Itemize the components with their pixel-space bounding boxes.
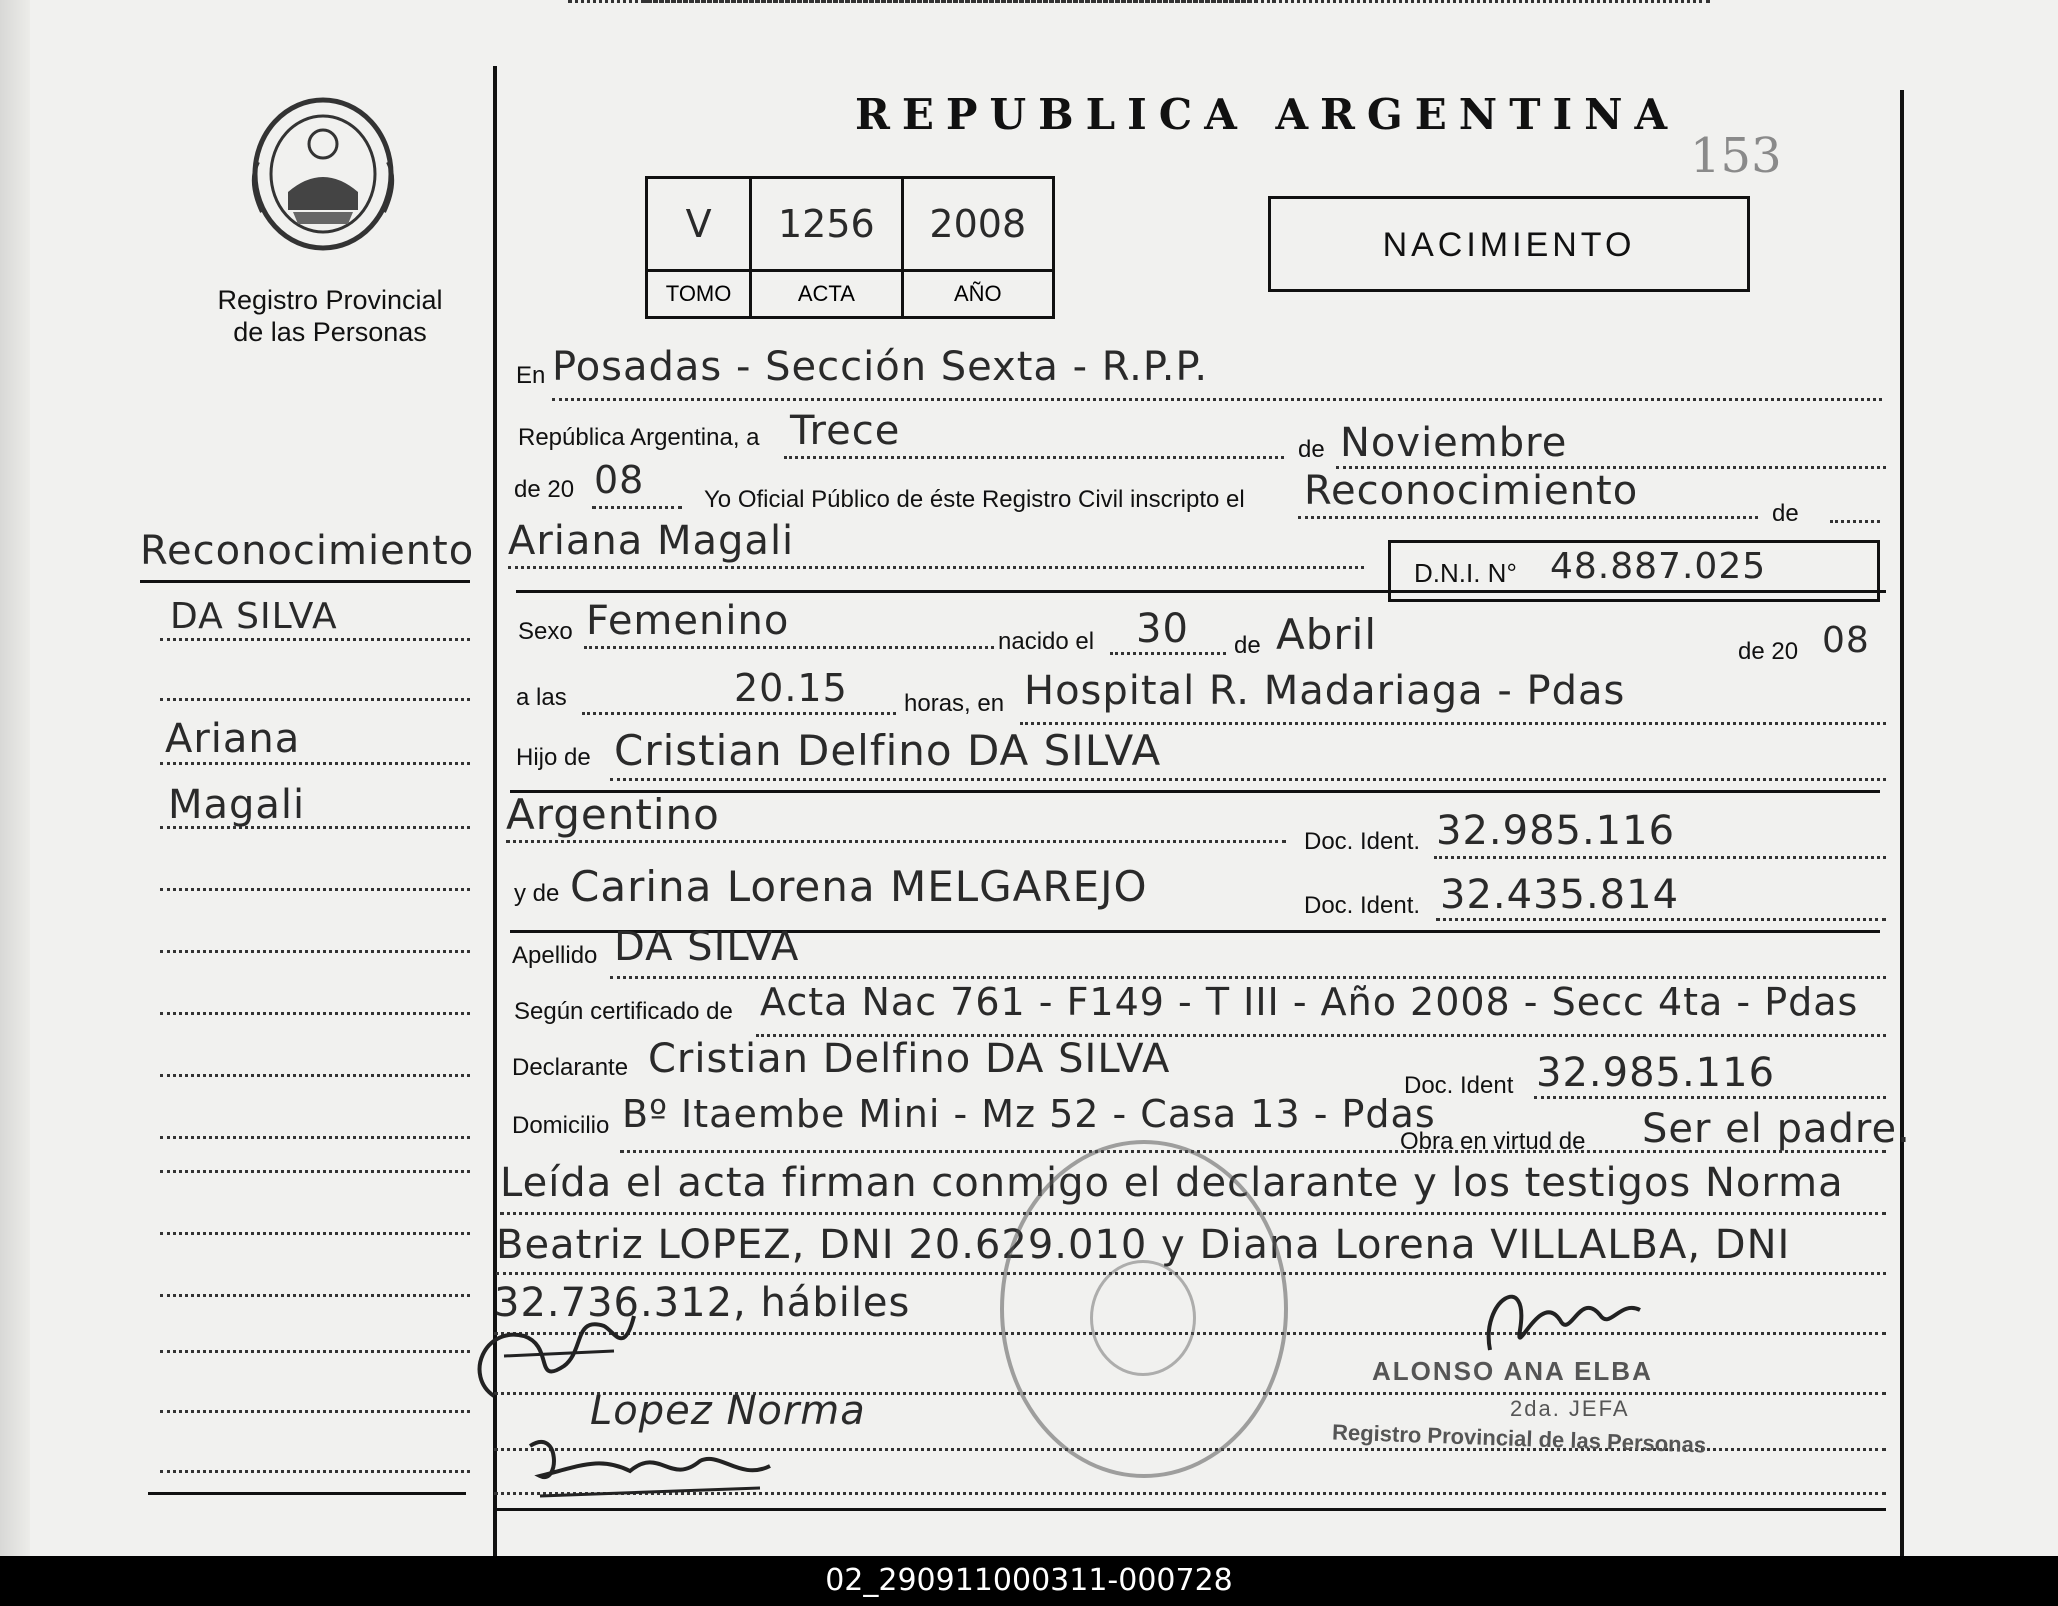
official-institution: Registro Provincial de las Personas xyxy=(1331,1419,1707,1458)
bottom-rule xyxy=(496,1508,1886,1511)
registry-name xyxy=(190,284,470,348)
republica-value: Trece xyxy=(790,408,901,454)
sexo-line xyxy=(584,646,994,649)
apellido-value: DA SILVA xyxy=(614,924,800,970)
de-anio-value: 08 xyxy=(594,458,645,502)
margin-note: Reconocimiento xyxy=(140,528,475,574)
margin-line xyxy=(160,1136,470,1139)
registry-box xyxy=(645,176,1055,319)
domicilio-value: Bº Itaembe Mini - Mz 52 - Casa 13 - Pdas xyxy=(622,1092,1436,1136)
anio-label: AÑO xyxy=(902,271,1053,318)
de-anio-label: de 20 xyxy=(514,476,575,503)
tomo-value: V xyxy=(647,178,751,271)
lugar-label: horas, en xyxy=(904,690,1005,717)
doc-padre-line xyxy=(1434,856,1886,859)
hora-label: a las xyxy=(516,684,567,711)
anio-value: 2008 xyxy=(902,178,1053,271)
official-position: 2da. JEFA xyxy=(1510,1396,1630,1421)
official-stamp-emblem xyxy=(1090,1260,1196,1376)
margin-second-name: Magali xyxy=(168,782,306,828)
hijo-de-line xyxy=(610,778,1886,781)
lugar-line xyxy=(1020,722,1886,725)
margin-line xyxy=(160,1294,470,1297)
witness-signature: Lopez Norma xyxy=(590,1388,866,1434)
de-nac-anio-value: 08 xyxy=(1822,620,1870,661)
book-spine xyxy=(0,0,30,1556)
obra-label: Obra en virtud de xyxy=(1400,1128,1586,1155)
en-line xyxy=(552,398,1882,401)
margin-note-rule xyxy=(140,580,470,583)
declarante-label: Declarante xyxy=(512,1054,629,1081)
margin-line xyxy=(160,1074,470,1077)
certificado-label: Según certificado de xyxy=(514,998,733,1025)
lugar-value: Hospital R. Madariaga - Pdas xyxy=(1024,668,1626,714)
sexo-label: Sexo xyxy=(518,618,573,645)
nacido-value: 30 xyxy=(1136,606,1189,652)
margin-line xyxy=(160,826,470,829)
hora-line xyxy=(582,712,896,715)
de-nac-anio-label: de 20 xyxy=(1738,638,1799,665)
free-text-line: Leída el acta firman conmigo el declarante y los testigos Norma xyxy=(500,1160,1844,1206)
nacido-label: nacido el xyxy=(998,628,1095,655)
obra-value: Ser el padre. xyxy=(1642,1106,1911,1152)
tomo-label: TOMO xyxy=(647,271,751,318)
oficial-value: Reconocimiento xyxy=(1304,468,1639,514)
declarante-line xyxy=(644,0,1384,3)
father-nationality: Argentino xyxy=(506,790,720,839)
hora-value: 20.15 xyxy=(734,666,848,710)
oficial-tail-line xyxy=(1830,520,1880,523)
apellido-line xyxy=(610,976,1886,979)
witness-signature-icon xyxy=(520,1426,780,1506)
doc-padre-value: 32.985.116 xyxy=(1436,808,1676,854)
en-label: En xyxy=(516,362,546,389)
de-anio-line xyxy=(592,506,682,509)
margin-line xyxy=(160,1350,470,1353)
page-number: 153 xyxy=(1690,128,1782,184)
doc-declarante-value: 32.985.116 xyxy=(1536,1050,1776,1096)
margin-line xyxy=(160,1232,470,1235)
en-value: Posadas - Sección Sexta - R.P.P. xyxy=(552,344,1209,390)
sexo-value: Femenino xyxy=(586,598,790,644)
child-name-line xyxy=(508,566,1364,569)
dni-label: D.N.I. N° xyxy=(1414,558,1517,588)
doc-madre-value: 32.435.814 xyxy=(1440,872,1680,918)
domicilio-line xyxy=(620,1150,1886,1153)
registry-name-line2: de las Personas xyxy=(233,317,427,347)
margin-line xyxy=(160,638,470,641)
margin-line xyxy=(160,1012,470,1015)
madre-value: Carina Lorena MELGAREJO xyxy=(570,862,1148,911)
image-id-footer: 02_290911000311-000728 xyxy=(0,1556,2058,1606)
registry-name-line1: Registro Provincial xyxy=(217,285,443,315)
acta-value: 1256 xyxy=(751,178,902,271)
document-type-label: NACIMIENTO xyxy=(1382,226,1636,264)
certificado-value: Acta Nac 761 - F149 - T III - Año 2008 - Secc 4ta - Pdas xyxy=(760,980,1859,1024)
de-nac-mes-label: de xyxy=(1234,632,1261,659)
provincial-seal-icon xyxy=(248,92,398,254)
hijo-de-label: Hijo de xyxy=(516,744,591,771)
doc-declarante-label: Doc. Ident xyxy=(1404,1072,1514,1099)
madre-label: y de xyxy=(514,880,560,907)
doc-padre-label: Doc. Ident. xyxy=(1304,828,1421,855)
doc-madre-line xyxy=(1436,918,1886,921)
republica-line xyxy=(784,456,1284,459)
margin-surname: DA SILVA xyxy=(170,596,338,637)
margin-bottom-rule xyxy=(148,1492,466,1495)
nacido-line xyxy=(1110,652,1226,655)
de-mes-label: de xyxy=(1298,436,1325,463)
free-text-line: 32.736.312, hábiles xyxy=(494,1280,911,1326)
de-nac-mes-value: Abril xyxy=(1276,610,1377,659)
nationality-line xyxy=(506,840,1286,843)
oficial-tail: de xyxy=(1772,500,1799,527)
apellido-label: Apellido xyxy=(512,942,598,969)
dni-value: 48.887.025 xyxy=(1550,546,1767,587)
margin-line xyxy=(160,1170,470,1173)
official-signature-icon xyxy=(1470,1260,1650,1370)
doc-madre-label: Doc. Ident. xyxy=(1304,892,1421,919)
margin-line xyxy=(160,762,470,765)
section-rule xyxy=(516,590,1886,593)
declarante-value: Cristian Delfino DA SILVA xyxy=(648,1036,1171,1082)
margin-line xyxy=(160,1470,470,1473)
hijo-de-value: Cristian Delfino DA SILVA xyxy=(614,726,1162,775)
margin-line xyxy=(160,1410,470,1413)
acta-label: ACTA xyxy=(751,271,902,318)
right-frame-line xyxy=(1900,90,1904,1556)
domicilio-label: Domicilio xyxy=(512,1112,610,1139)
oficial-line xyxy=(1298,516,1758,519)
document-title: REPUBLICA ARGENTINA xyxy=(855,90,1680,139)
margin-first-name: Ariana xyxy=(165,716,301,762)
de-mes-value: Noviembre xyxy=(1340,420,1568,466)
child-name: Ariana Magali xyxy=(508,518,795,564)
oficial-label: Yo Oficial Público de éste Registro Civil inscripto el xyxy=(704,486,1245,513)
doc-declarante-line xyxy=(1534,1096,1886,1099)
margin-line xyxy=(160,950,470,953)
republica-label: República Argentina, a xyxy=(518,424,760,451)
free-text-line: Beatriz LOPEZ, DNI 20.629.010 y Diana Lorena VILLALBA, DNI xyxy=(496,1222,1791,1268)
margin-line xyxy=(160,888,470,891)
margin-line xyxy=(160,698,470,701)
official-name: ALONSO ANA ELBA xyxy=(1372,1356,1653,1386)
